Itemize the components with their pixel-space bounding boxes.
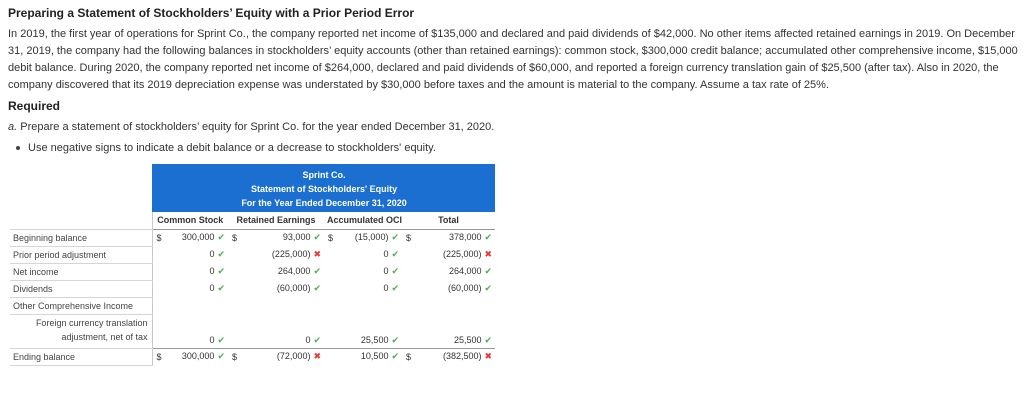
amount-total[interactable]	[418, 280, 495, 297]
correct-check-icon: ✔	[217, 351, 225, 362]
currency-symbol: $	[406, 232, 412, 243]
correct-check-icon: ✔	[217, 249, 225, 259]
correct-check-icon: ✔	[313, 283, 321, 293]
correct-check-icon: ✔	[484, 232, 493, 243]
amount-retained-earnings[interactable]	[244, 246, 324, 263]
column-header-total: Total	[402, 212, 495, 229]
amount-accumulated-oci[interactable]	[340, 229, 402, 246]
amount-retained-earnings[interactable]	[244, 280, 324, 297]
amount-value: 0	[209, 334, 215, 345]
statement-header-banner	[152, 164, 495, 212]
amount-value: 0	[383, 249, 389, 259]
correct-check-icon: ✔	[313, 334, 321, 345]
amount-value: 93,000	[282, 232, 311, 243]
incorrect-x-icon: ✖	[484, 351, 493, 362]
currency-symbol: $	[228, 348, 244, 365]
amount-retained-earnings[interactable]	[244, 263, 324, 280]
statement-row	[10, 297, 495, 314]
statement-row	[10, 348, 495, 365]
currency-symbol	[228, 246, 244, 263]
incorrect-x-icon: ✖	[313, 351, 321, 362]
currency-symbol	[324, 246, 340, 263]
amount-common-stock[interactable]	[168, 280, 228, 297]
currency-symbol	[324, 348, 340, 365]
amount-common-stock[interactable]	[168, 348, 228, 365]
statement-row	[10, 229, 495, 246]
amount-value: 0	[209, 249, 215, 259]
currency-symbol	[152, 314, 168, 348]
amount-value: 264,000	[448, 266, 482, 276]
company-name: Sprint Co.	[302, 170, 346, 180]
correct-check-icon: ✔	[484, 266, 493, 276]
row-empty-cells	[152, 297, 495, 314]
currency-symbol	[228, 314, 244, 348]
correct-check-icon: ✔	[391, 266, 399, 276]
amount-value: 25,500	[360, 334, 389, 345]
column-header-accumulated-oci: Accumulated OCI	[324, 212, 402, 229]
amount-common-stock[interactable]	[168, 246, 228, 263]
amount-total[interactable]	[418, 246, 495, 263]
incorrect-x-icon: ✖	[313, 249, 321, 259]
amount-value: 0	[209, 283, 215, 293]
correct-check-icon: ✔	[391, 334, 399, 345]
amount-value: 264,000	[277, 266, 311, 276]
page-title: Preparing a Statement of Stockholders’ Equity with a Prior Period Error	[8, 6, 415, 20]
correct-check-icon: ✔	[313, 266, 321, 276]
amount-common-stock[interactable]	[168, 314, 228, 348]
required-heading: Required	[8, 99, 61, 113]
amount-accumulated-oci[interactable]	[340, 263, 402, 280]
statement-row	[10, 246, 495, 263]
currency-symbol	[324, 263, 340, 280]
amount-value: (15,000)	[354, 232, 389, 243]
part-letter: a.	[8, 121, 18, 133]
amount-common-stock[interactable]	[168, 263, 228, 280]
currency-symbol: $	[232, 232, 238, 243]
amount-value: (60,000)	[447, 283, 482, 293]
amount-value: 300,000	[181, 351, 215, 362]
row-label: Net income	[10, 263, 152, 280]
bullet-dot	[16, 146, 20, 150]
column-header-retained-earnings: Retained Earnings	[228, 212, 324, 229]
amount-value: 0	[383, 283, 389, 293]
currency-symbol: $	[156, 232, 162, 243]
currency-symbol: $	[402, 348, 418, 365]
correct-check-icon: ✔	[484, 334, 493, 345]
currency-symbol	[152, 280, 168, 297]
amount-total[interactable]	[418, 348, 495, 365]
instruction-bullet	[16, 142, 1016, 154]
amount-value: (72,000)	[276, 351, 311, 362]
amount-accumulated-oci[interactable]	[340, 314, 402, 348]
correct-check-icon: ✔	[217, 283, 225, 293]
currency-symbol	[402, 314, 418, 348]
incorrect-x-icon: ✖	[484, 249, 493, 259]
correct-check-icon: ✔	[313, 232, 321, 243]
currency-symbol	[402, 263, 418, 280]
statement-heading: Statement of Stockholders' Equity	[250, 184, 398, 194]
amount-value: 25,500	[453, 334, 482, 345]
correct-check-icon: ✔	[391, 351, 399, 362]
currency-symbol	[402, 280, 418, 297]
column-header-row	[10, 212, 495, 229]
currency-symbol	[324, 280, 340, 297]
currency-symbol	[228, 263, 244, 280]
statement-row	[10, 314, 495, 348]
bullet-text: Use negative signs to indicate a debit balance or a decrease to stockholders' equity.	[28, 142, 436, 154]
correct-check-icon: ✔	[391, 232, 399, 243]
amount-retained-earnings[interactable]	[244, 229, 324, 246]
amount-value: (382,500)	[442, 351, 482, 362]
statement-period: For the Year Ended December 31, 2020	[241, 198, 407, 208]
row-label: Ending balance	[10, 348, 152, 365]
problem-text: In 2019, the first year of operations for Sprint Co., the company reported net income of $135,000 and declared and paid dividends of $42,000. No other items affected retained earnings in 2019. On December 31, 2019, the company had the following balances in stockholders’ equity accounts (other than retained earnings): common stock, $300,000 credit balance; accumulated other comprehensive income, $15,000 debit balance. During 2020, the company reported net income of $264,000, declared and paid dividends of $60,000, and reported a foreign currency translation gain of $25,500 (after tax). Also in 2020, the company discovered that its 2019 depreciation expense was understated by $30,000 before taxes and the amount is material to the company. Assume a tax rate of 25%.	[8, 28, 1018, 91]
row-label: Prior period adjustment	[10, 246, 152, 263]
amount-common-stock[interactable]	[168, 229, 228, 246]
amount-value: 300,000	[181, 232, 215, 243]
statement-row	[10, 263, 495, 280]
column-header-common-stock: Common Stock	[152, 212, 228, 229]
part-a-instruction	[8, 121, 1016, 133]
row-label: Other Comprehensive Income	[10, 297, 152, 314]
currency-symbol	[402, 246, 418, 263]
amount-value: (225,000)	[442, 249, 482, 259]
currency-symbol	[324, 314, 340, 348]
currency-symbol: $	[152, 348, 168, 365]
amount-total[interactable]	[418, 229, 495, 246]
currency-symbol: $	[328, 232, 334, 243]
currency-symbol	[152, 246, 168, 263]
amount-value: (225,000)	[271, 249, 311, 259]
correct-check-icon: ✔	[217, 232, 225, 243]
amount-value: 0	[305, 334, 311, 345]
row-label: Foreign currency translation adjustment, net of tax	[10, 314, 152, 348]
currency-symbol	[152, 263, 168, 280]
statement-table	[10, 164, 495, 366]
amount-value: 10,500	[360, 351, 389, 362]
correct-check-icon: ✔	[484, 283, 493, 293]
correct-check-icon: ✔	[391, 249, 399, 259]
correct-check-icon: ✔	[217, 334, 225, 345]
amount-value: (60,000)	[276, 283, 311, 293]
amount-accumulated-oci[interactable]	[340, 348, 402, 365]
part-text: Prepare a statement of stockholders’ equity for Sprint Co. for the year ended December 31, 2020.	[20, 121, 495, 133]
amount-value: 378,000	[448, 232, 482, 243]
amount-retained-earnings[interactable]	[244, 348, 324, 365]
amount-value: 0	[383, 266, 389, 276]
amount-total[interactable]	[418, 314, 495, 348]
currency-symbol	[228, 280, 244, 297]
row-label: Dividends	[10, 280, 152, 297]
statement-row	[10, 280, 495, 297]
amount-value: 0	[209, 266, 215, 276]
correct-check-icon: ✔	[391, 283, 399, 293]
correct-check-icon: ✔	[217, 266, 225, 276]
row-label: Beginning balance	[10, 229, 152, 246]
amount-accumulated-oci[interactable]	[340, 280, 402, 297]
amount-accumulated-oci[interactable]	[340, 246, 402, 263]
amount-retained-earnings[interactable]	[244, 314, 324, 348]
amount-total[interactable]	[418, 263, 495, 280]
stockholders-equity-statement	[10, 164, 495, 366]
